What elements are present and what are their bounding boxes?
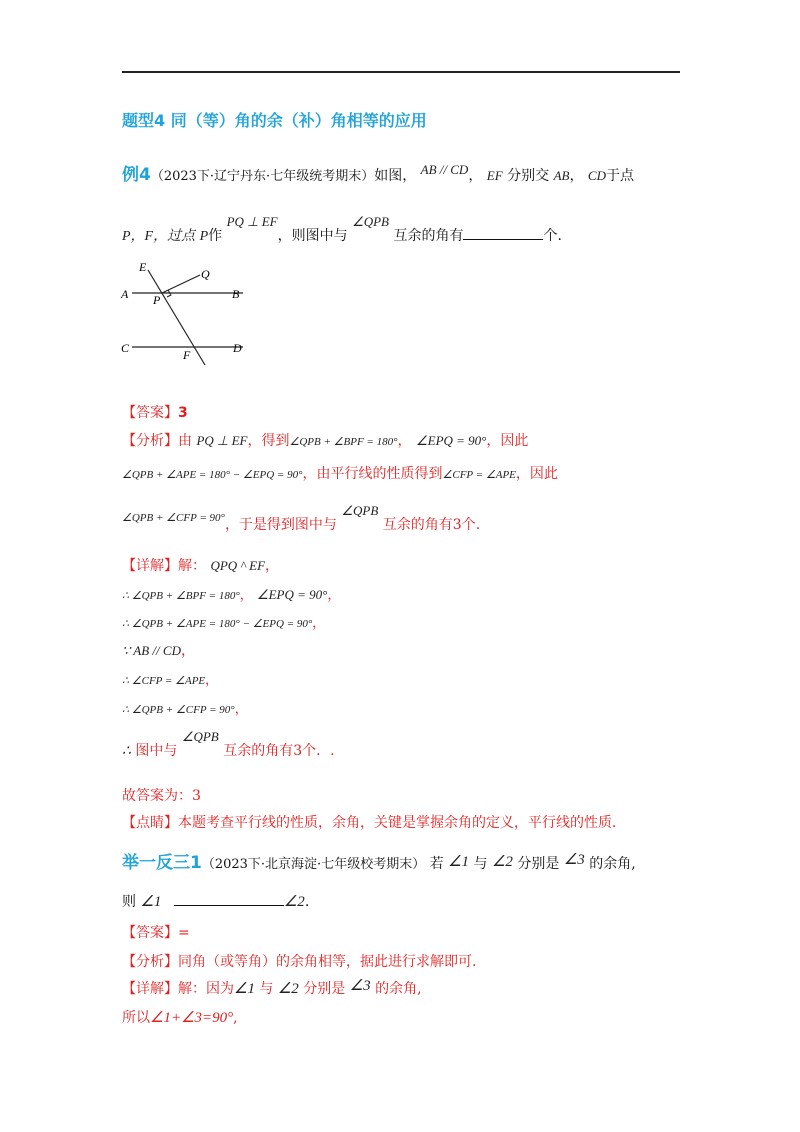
answer-blank <box>463 225 543 240</box>
analysis-tag: 【分析】 <box>122 433 178 449</box>
text: ， <box>239 588 253 603</box>
math: ∴ ∠QPB + ∠APE = 180° − ∠EPQ = 90° <box>122 618 313 630</box>
text: ， <box>205 673 219 688</box>
math-ab: AB <box>553 168 570 183</box>
text: 由 <box>178 433 192 449</box>
math-ef: EF <box>486 168 503 183</box>
text: ， <box>312 616 326 631</box>
label-p: P <box>153 293 161 307</box>
analysis-line-3 <box>122 503 481 534</box>
text: 所以 <box>122 1010 150 1026</box>
math: ∠2 <box>491 854 513 870</box>
math: ∠QPB + ∠CFP = 90° <box>122 512 225 524</box>
detail-line-1 <box>122 584 340 603</box>
math: ∠EPQ = 90° <box>256 587 328 602</box>
text: 则 <box>122 894 136 910</box>
top-rule <box>122 71 680 73</box>
analysis-line-2 <box>122 463 558 483</box>
detail-tag: 【详解】 <box>122 981 178 997</box>
line-ef <box>148 270 205 365</box>
math: ∠QPB + ∠BPF = 180° <box>289 436 398 448</box>
text: 与 <box>259 981 274 997</box>
text: 于点 <box>605 168 634 184</box>
math-cd: CD <box>587 168 606 183</box>
math: ∠QPB + ∠APE = 180° − ∠EPQ = 90° <box>122 469 303 481</box>
math: ∠3 <box>563 852 585 868</box>
text: , <box>233 1010 238 1026</box>
text: 解： <box>178 558 206 574</box>
label-d: D <box>233 341 242 355</box>
text: 作 <box>208 228 223 244</box>
text: 的余角, <box>589 856 636 872</box>
example-line-2 <box>122 214 562 245</box>
text: 个. <box>543 228 562 244</box>
math: ∴ ∠QPB + ∠BPF = 180° <box>122 590 240 602</box>
text: 互余的角有 <box>393 228 464 244</box>
example-source: （2023下·辽宁丹东·七年级统考期末） <box>150 169 375 184</box>
therefore-symbol: ∴ <box>122 744 131 759</box>
label-f: F <box>183 348 191 362</box>
math: QPQ ^ EF <box>210 558 266 573</box>
math: ∠1 <box>140 894 162 910</box>
detail-tag: 【详解】 <box>122 558 178 574</box>
detail-line-3 <box>122 640 195 660</box>
text: 分别是 <box>303 981 346 997</box>
comment-text: 本题考查平行线的性质，余角，关键是掌握余角的定义，平行线的性质． <box>178 815 626 831</box>
text: ，于是得到图中与 <box>224 517 337 533</box>
math: ∠3 <box>349 978 371 994</box>
answer-tag: 【答案】 <box>122 405 178 421</box>
answer-line <box>122 402 188 422</box>
text: 若 <box>429 856 444 872</box>
detail-line-2 <box>122 612 325 631</box>
text: . <box>304 894 310 910</box>
math: ∠EPQ = 90° <box>415 433 487 448</box>
detail2-line-1 <box>122 978 422 998</box>
math: ∴ ∠QPB + ∠CFP = 90° <box>122 704 235 716</box>
section-heading: 题型4 同（等）角的余（补）角相等的应用 <box>122 111 427 130</box>
text: ， <box>397 433 412 449</box>
math: ∴ ∠CFP = ∠APE <box>122 675 206 687</box>
text: 如图， <box>374 168 417 184</box>
math: PQ ⊥ EF <box>196 433 248 448</box>
analysis-line-1 <box>122 430 528 450</box>
label-b: B <box>232 287 240 301</box>
text: 分别是 <box>517 856 560 872</box>
math: ∠1 <box>234 981 255 997</box>
answer-tag: 【答案】 <box>122 925 178 941</box>
example-label: 例4 <box>122 165 151 185</box>
math-ab-parallel-cd: AB // CD <box>420 162 469 177</box>
text: 图中与 <box>135 743 178 759</box>
math: ∠QPB <box>341 503 379 518</box>
point-p: P <box>199 229 209 244</box>
detail-line-0 <box>122 555 279 575</box>
text: ， <box>569 168 584 184</box>
text: 互余的角有3个. <box>382 517 481 533</box>
answer-value: 3 <box>178 405 188 421</box>
text: ，则图中与 <box>277 228 348 244</box>
text: ，得到 <box>247 433 290 449</box>
text: ，因此 <box>486 433 529 449</box>
detail2-line-2 <box>122 1007 238 1027</box>
text: ， <box>180 643 195 659</box>
text: 分别交 <box>507 168 550 184</box>
answer-blank <box>174 891 284 906</box>
math-angle-qpb: ∠QPB <box>352 214 390 229</box>
text: 与 <box>473 856 488 872</box>
text: 解：因为 <box>178 981 234 997</box>
answer-value: = <box>178 925 190 941</box>
comment-tag: 【点睛】 <box>122 815 178 831</box>
label-q: Q <box>201 267 210 281</box>
answer2-line <box>122 922 190 942</box>
comment-line <box>122 812 626 832</box>
practice-source: （2023下·北京海淀·七年级校考期末） <box>201 857 426 872</box>
final-answer: 故答案为：3 <box>122 788 201 804</box>
label-c: C <box>121 341 130 355</box>
math: ∠QPB <box>181 729 219 744</box>
text: ， <box>234 702 248 717</box>
geometry-figure <box>115 260 255 370</box>
text: 的余角, <box>375 981 422 997</box>
math: ∠CFP = ∠APE <box>442 469 516 481</box>
analysis-tag: 【分析】 <box>122 954 178 970</box>
practice-line-1 <box>122 848 636 873</box>
text: ，因此 <box>515 466 558 482</box>
math: ∵ AB // CD <box>122 643 181 658</box>
math: ∠2 <box>277 981 299 997</box>
text: ， <box>468 168 483 184</box>
label-a: A <box>121 287 129 301</box>
detail-line-5 <box>122 698 248 717</box>
points-p-f: P，F，过点 <box>122 229 196 244</box>
analysis2-line <box>122 951 476 971</box>
detail-line-4 <box>122 669 218 688</box>
detail-line-6 <box>122 729 335 760</box>
label-e: E <box>139 260 147 274</box>
text: ，由平行线的性质得到 <box>302 466 443 482</box>
example-line-1 <box>122 160 634 185</box>
math: ∠1 <box>448 854 470 870</box>
text: ， <box>265 558 280 574</box>
math: ∠2 <box>283 894 305 910</box>
text: ， <box>327 588 341 603</box>
practice-line-2 <box>122 891 309 911</box>
math: ∠1+∠3=90° <box>150 1010 234 1026</box>
math-pq-perp-ef: PQ ⊥ EF <box>226 214 278 229</box>
practice-label: 举一反三1 <box>122 853 202 873</box>
analysis-text: 同角（或等角）的余角相等，据此进行求解即可. <box>178 954 477 970</box>
text: 互余的角有3个．. <box>223 743 335 759</box>
